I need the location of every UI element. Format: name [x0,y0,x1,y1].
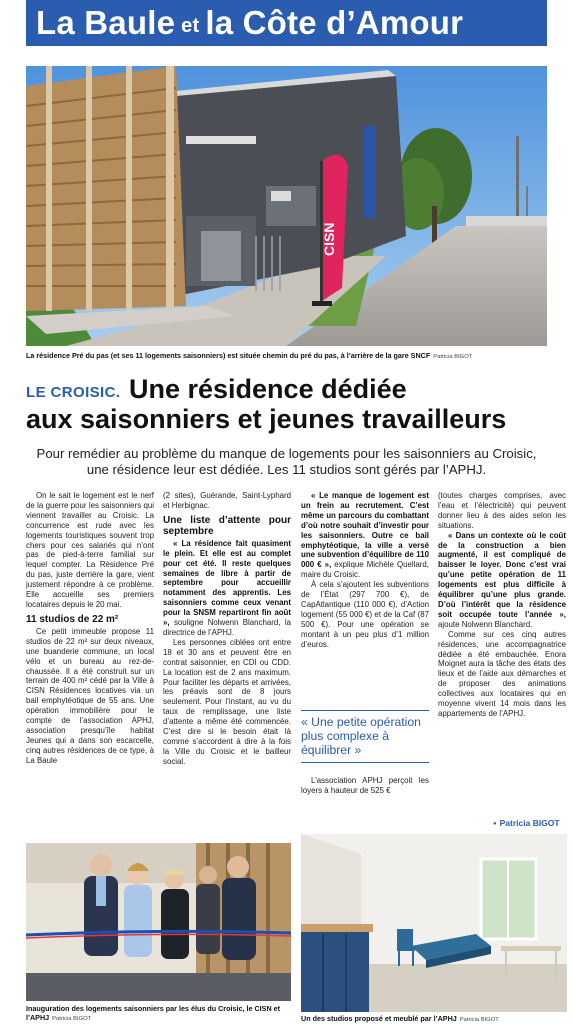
masthead-connector: et [181,14,200,37]
main-photo-residence [26,66,547,346]
ribbon-cutting-illustration [26,843,291,1001]
col4-quote-attribution: ajoute Nolwenn Blanchard. [438,619,533,629]
col1-paragraph-2: Ce petit immeuble propose 11 studios de 22 m² sur deux niveaux, une buanderie commune, un local vélo et un bureau au rez-de-chaussée. Il a été construit sur un terrain de 400 m² cédé par la Ville à CISN Résidences locatives via un bail emphytéotique de 55 ans. Une opération immobilière pour le compte de l’association APHJ, association presqu’île habitat Jeunes qui a dans son escarcelle, cinq autres résidences de ce type, à La Baule [26,626,154,765]
col2-paragraph-3: Les personnes ciblées ont entre 18 et 30 ans et peuvent être en contrat saisonnier, en CDI ou CDD. La location est de 2 ans maximum. Pour faciliter les départs et arrivées, les préavis sont de 8 jours seulement. Pour l’instant, au vu du taux de remplissage, une liste d’attente a même été commencée. C’est dire si le besoin était là comme s’accordent à dire à la fois la Ville du Croisic et le bailleur social. [163,637,291,766]
studio-photo [301,834,567,1012]
residence-building-illustration [26,66,547,346]
col2-quote: « La résidence fait quasiment le plein. Et elle est au complet pour cet été. Il reste quelques semaines de libre à partir de septembre pour accueillir notamment des apprentis. Les saisonniers comme ceux venant pour la SNSM repartiront fin août », [163,538,291,628]
col4-paragraph-2: Comme sur ces cinq autres résidences, une accompagnatrice dédiée a été embauchée. Enora Moignet aura la tâche des états des lieux et de l’aide aux démarches et de proposer des animations collectives aux locataires qui en moyenne vivent 14 mois dans les appartements de l’APHJ. [438,629,566,718]
col3-quote-paragraph [301,491,429,580]
col1-subheading: 11 studios de 22 m² [26,613,119,625]
col3-quote-attribution: explique Michèle Quellard, maire du Croisic. [301,560,429,580]
main-photo-caption-text: La résidence Pré du pas (et ses 11 logements saisonniers) est située chemin du pré du pas, à l’arrière de la gare SNCF [26,351,431,360]
author-signature: ● Patricia BIGOT [493,818,560,828]
main-photo-credit: Patricia BIGOT [433,354,473,360]
article-kicker: LE CROISIC. [26,384,121,401]
inauguration-credit: Patricia BIGOT [52,1016,92,1022]
studio-interior-illustration [301,834,567,1012]
studio-credit: Patricia BIGOT [459,1017,499,1023]
col4-paragraph-1: (toutes charges comprises, avec l’eau et l’électricité) qui peuvent donner lieu à des aides selon les situations. [438,491,566,530]
col4-quote: « Dans un contexte où le coût de la construction a bien augmenté, il est compliqué de baisser le loyer. Donc c’est vrai qu’une petite opération de 11 logements est plus difficile à équilibrer qu’une plus grande. D’où l’intérêt que la résidence soit occupée toute l’année », [438,530,566,619]
masthead-part2: la Côte d’Amour [205,4,464,41]
col2-quote-paragraph [163,539,291,638]
headline-line-1: Une résidence dédiée [129,374,407,404]
article-lead: Pour remédier au problème du manque de logements pour les saisonniers au Croisic, une résidence leur est dédiée. Les 11 studios sont gérés par l’APHJ. [36,446,537,477]
studio-caption [301,1014,567,1024]
inauguration-caption-text: Inauguration des logements saisonniers par les élus du Croisic, le CISN et l’APHJ [26,1004,281,1022]
col3-paragraph-3: L’association APHJ perçoit les loyers à hauteur de 525 € [301,776,429,795]
masthead-part1: La Baule [36,4,176,41]
article-column-1 [26,491,154,766]
inauguration-caption [26,1004,298,1024]
flag-text: CISN [321,222,337,256]
col2-quote-attribution: souligne Nolwenn Blanchard, la directrice de l’APHJ. [163,618,291,637]
col4-quote-paragraph [438,531,566,630]
section-masthead [26,0,547,46]
col3-quote: « Le manque de logement est un frein au recrutement. C’est même un parcours du combattant d’où notre souhait d’investir pour les saisonniers. Outre ce bail emphytéotique, la ville a versé une subvention d’équilibre de 110 000 € », [301,491,429,570]
col2-paragraph-1: (2 sites), Guérande, Saint-Lyphard et Herbignac. [163,491,291,510]
article-column-3 [301,491,429,650]
article-column-4 [438,491,566,719]
article-column-2 [163,491,291,767]
inauguration-photo [26,843,291,1001]
article-column-3-tail [301,776,429,796]
pull-quote: « Une petite opération plus complexe à équilibrer » [301,710,429,763]
headline-line-2: aux saisonniers et jeunes travailleurs [26,404,507,434]
col3-paragraph-2: À cela s’ajoutent les subventions de l’État (297 700 €), de CapAtlantique (110 000 €), d’Action logement (55 000 €) et de la Caf (87 500 €). Pour une opération se montant à un peu plus d’1 million d’euros. [301,580,429,649]
main-photo-caption [26,351,561,362]
studio-caption-text: Un des studios proposé et meublé par l’APHJ [301,1014,457,1023]
col2-subheading: Une liste d’attente pour septembre [163,514,291,537]
col1-paragraph-1: On le sait le logement est le nerf de la guerre pour les saisonniers qui viennent travailler au Croisic. La concurrence est rude avec les logements touristiques souvent trop chers pour ces salariés qui n’ont pas de pied-à-terre familial sur lequel compter. La Résidence Pré du pas, juste derrière la gare, vient justement répondre à ce problème. Elle accueille ses premiers locataires depuis le 20 mai. [26,491,154,609]
